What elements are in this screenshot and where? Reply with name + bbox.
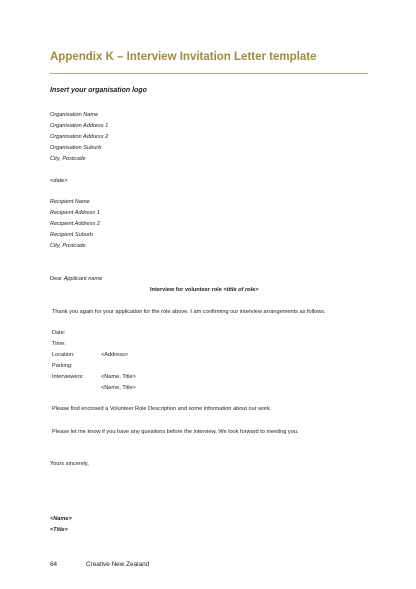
signoff-title: <Title> — [50, 527, 68, 533]
sender-city: City, Postcode — [50, 156, 86, 162]
time-label: Time: — [52, 341, 66, 347]
enclosure-paragraph: Please find enclosed a Volunteer Role Description and some information about our work. — [52, 406, 272, 412]
interviewer-1: <Name, Title> — [101, 374, 136, 380]
recipient-city: City, Postcode — [50, 243, 86, 249]
recipient-suburb: Recipient Suburb — [50, 232, 93, 238]
interviewer-2: <Name, Title> — [101, 385, 136, 391]
parking-label: Parking: — [52, 363, 73, 369]
recipient-name: Recipient Name — [50, 199, 90, 205]
location-value: <Address> — [101, 352, 129, 358]
recipient-address2: Recipient Address 2 — [50, 221, 100, 227]
title-divider — [50, 73, 368, 74]
sender-name: Organisation Name — [50, 112, 99, 118]
letter-subject — [150, 287, 259, 293]
interviewers-label: Interviewers: — [52, 374, 84, 380]
questions-paragraph: Please let me know if you have any questions before the interview. We look forward to meeting you. — [52, 429, 299, 435]
page-number: 64 — [50, 561, 58, 568]
sender-address2: Organisation Address 2 — [50, 134, 109, 140]
closing: Yours sincerely, — [50, 461, 89, 467]
salutation — [50, 276, 102, 282]
footer-publisher: Creative New Zealand — [86, 561, 150, 568]
intro-paragraph: Thank you again for your application for the role above. I am confirming our interview arrangements as follows. — [52, 309, 326, 315]
date-placeholder: <date> — [50, 178, 68, 184]
subject-role: <title of role> — [223, 287, 259, 293]
page-title: Appendix K – Interview Invitation Letter template — [50, 51, 317, 63]
salutation-prefix: Dear — [50, 276, 63, 282]
sender-suburb: Organisation Suburb — [50, 145, 102, 151]
sender-address1: Organisation Address 1 — [50, 123, 109, 129]
signoff-name: <Name> — [50, 516, 72, 522]
salutation-name: Applicant name — [63, 276, 103, 282]
logo-placeholder: Insert your organisation logo — [50, 87, 147, 94]
date-label: Date: — [52, 330, 66, 336]
location-label: Location: — [52, 352, 75, 358]
subject-prefix: Interview for volunteer role — [150, 287, 222, 293]
recipient-address1: Recipient Address 1 — [50, 210, 100, 216]
